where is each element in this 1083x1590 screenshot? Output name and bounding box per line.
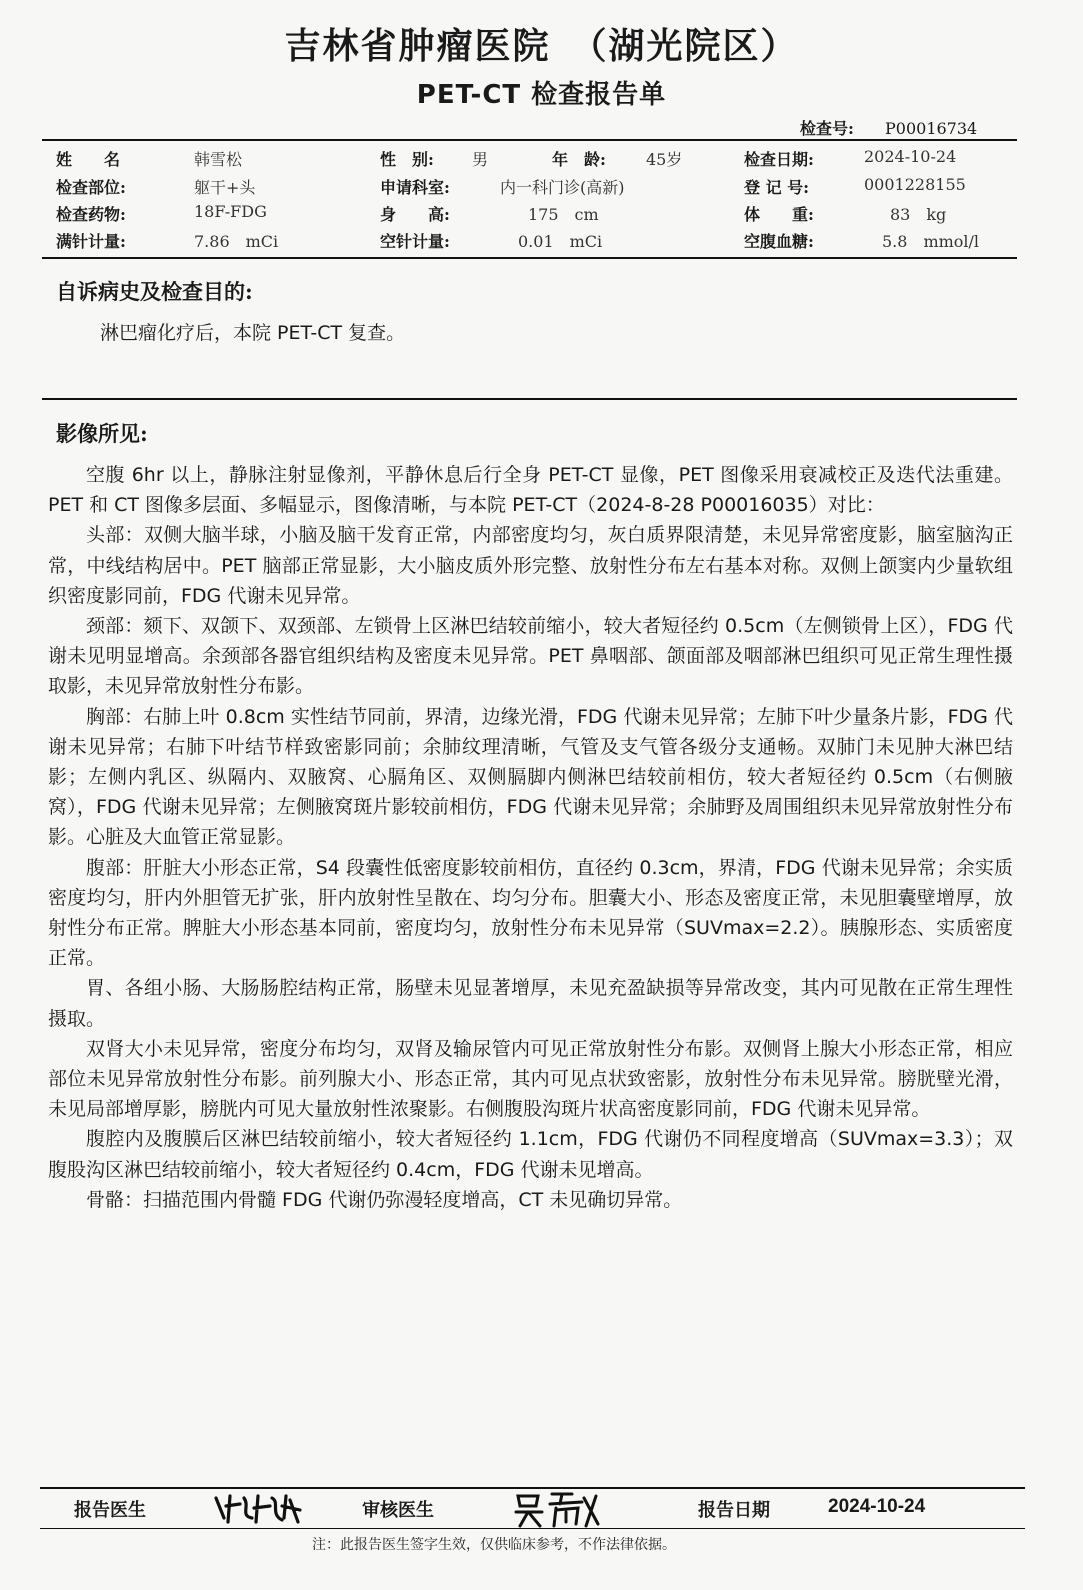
history-heading: 自诉病史及检查目的: bbox=[56, 279, 253, 304]
history-text: 淋巴瘤化疗后，本院 PET-CT 复查。 bbox=[100, 322, 406, 344]
history-divider bbox=[42, 398, 1017, 400]
exam-number bbox=[800, 116, 977, 139]
empty-dose-label: 空针计量: bbox=[380, 232, 450, 251]
review-doctor-signature bbox=[512, 1488, 604, 1530]
findings-paragraph-chest: 胸部：右肺上叶 0.8cm 实性结节同前，界清，边缘光滑，FDG 代谢未见异常；左肺下叶少量条片影，FDG 代谢未见异常；右肺下叶结节样致密影同前；余肺纹理清晰，气管及支气管各级分支通畅。双肺门未见肿大淋巴结影；左侧内乳区、纵隔内、双腋窝、心膈角区、双侧膈脚内侧淋巴结较前相仿，较大者短径约 0.5cm（右侧腋窝），FDG 代谢未见异常；左侧腋窝斑片影较前相仿，FDG 代谢未见异常；余肺野及周围组织未见异常放射性分布影。心脏及大血管正常显影。 bbox=[48, 705, 1013, 849]
report-date-label: 报告日期 bbox=[698, 1500, 770, 1521]
drug-label: 检查药物: bbox=[56, 205, 126, 224]
findings-paragraph-abdomen: 腹部：肝脏大小形态正常，S4 段囊性低密度影较前相仿，直径约 0.3cm，界清，FDG 代谢未见异常；余实质密度均匀，肝内外胆管无扩张，肝内放射性呈散在、均匀分布。胆囊大小、形态及密度正常，未见胆囊壁增厚，放射性分布正常。脾脏大小形态基本同前，密度均匀，放射性分布未见异常（SUVmax=2.2）。胰腺形态、实质密度正常。 bbox=[48, 856, 1013, 970]
findings-body bbox=[48, 460, 1013, 1215]
footer-bottom-divider bbox=[40, 1528, 1025, 1529]
age-label: 年 龄: bbox=[552, 150, 606, 169]
exam-number-value: P00016734 bbox=[885, 119, 978, 138]
exam-part-label: 检查部位: bbox=[56, 178, 126, 197]
sex-value: 男 bbox=[472, 150, 489, 169]
full-dose-label: 满针计量: bbox=[56, 232, 126, 251]
department-label: 申请科室: bbox=[380, 178, 450, 197]
drug-value: 18F-FDG bbox=[194, 202, 267, 221]
hospital-name: 吉林省肿瘤医院 （湖光院区） bbox=[284, 26, 799, 67]
empty-dose-value: 0.01 mCi bbox=[518, 232, 603, 251]
sex-label: 性 别: bbox=[380, 150, 434, 169]
header-divider bbox=[42, 139, 1017, 141]
findings-paragraph-intro: 空腹 6hr 以上，静脉注射显像剂，平静休息后行全身 PET-CT 显像，PET 图像采用衰减校正及迭代法重建。PET 和 CT 图像多层面、多幅显示，图像清晰，与本院 PET-CT（2024-8-28 P00016035）对比： bbox=[48, 464, 1013, 517]
report-doctor-signature bbox=[210, 1488, 306, 1528]
exam-number-label: 检查号: bbox=[800, 119, 854, 138]
report-date-value: 2024-10-24 bbox=[828, 1496, 926, 1517]
patient-info-row-4 bbox=[52, 229, 1012, 255]
full-dose-value: 7.86 mCi bbox=[194, 232, 279, 251]
height-value: 175 cm bbox=[528, 205, 599, 224]
exam-date-label: 检查日期: bbox=[744, 150, 814, 169]
name-value: 韩雪松 bbox=[194, 150, 243, 169]
weight-label: 体 重: bbox=[744, 205, 814, 224]
weight-value: 83 kg bbox=[890, 205, 947, 224]
age-value: 45岁 bbox=[646, 150, 683, 169]
info-divider bbox=[42, 257, 1017, 259]
review-doctor-label: 审核医生 bbox=[362, 1500, 434, 1521]
findings-paragraph-bowel: 胃、各组小肠、大肠肠腔结构正常，肠壁未见显著增厚，未见充盈缺损等异常改变，其内可见散在正常生理性摄取。 bbox=[48, 977, 1013, 1030]
registration-value: 0001228155 bbox=[864, 175, 966, 194]
findings-paragraph-bone: 骨骼：扫描范围内骨髓 FDG 代谢仍弥漫轻度增高，CT 未见确切异常。 bbox=[86, 1188, 683, 1211]
patient-info-row-1 bbox=[52, 147, 1012, 173]
findings-paragraph-lymph: 腹腔内及腹膜后区淋巴结较前缩小，较大者短径约 1.1cm，FDG 代谢仍不同程度增高（SUVmax=3.3）；双腹股沟区淋巴结较前缩小，较大者短径约 0.4cm，FDG 代谢未见增高。 bbox=[48, 1128, 1013, 1181]
findings-heading: 影像所见: bbox=[56, 421, 148, 446]
signature-row bbox=[0, 1494, 1083, 1528]
patient-info-row-3 bbox=[52, 202, 1012, 228]
registration-label: 登 记 号: bbox=[744, 178, 810, 197]
height-label: 身 高: bbox=[380, 205, 450, 224]
patient-info-row-2 bbox=[52, 175, 1012, 201]
name-label: 姓 名 bbox=[56, 150, 121, 169]
footer-note: 注：此报告医生签字生效，仅供临床参考，不作法律依据。 bbox=[312, 1537, 676, 1553]
report-doctor-label: 报告医生 bbox=[74, 1500, 146, 1521]
findings-paragraph-urinary: 双肾大小未见异常，密度分布均匀，双肾及输尿管内可见正常放射性分布影。双侧肾上腺大小形态正常，相应部位未见异常放射性分布影。前列腺大小、形态正常，其内可见点状致密影，放射性分布未见异常。膀胱壁光滑，未见局部增厚影，膀胱内可见大量放射性浓聚影。右侧腹股沟斑片状高密度影同前，FDG 代谢未见异常。 bbox=[48, 1037, 1013, 1121]
glucose-label: 空腹血糖: bbox=[744, 232, 814, 251]
glucose-value: 5.8 mmol/l bbox=[882, 232, 980, 251]
exam-date-value: 2024-10-24 bbox=[864, 147, 957, 166]
exam-part-value: 躯干+头 bbox=[194, 178, 256, 197]
report-title: PET-CT 检查报告单 bbox=[416, 80, 667, 110]
findings-paragraph-neck: 颈部：颏下、双颌下、双颈部、左锁骨上区淋巴结较前缩小，较大者短径约 0.5cm（左侧锁骨上区），FDG 代谢未见明显增高。余颈部各器官组织结构及密度未见异常。PET 鼻咽部、颌面部及咽部淋巴组织可见正常生理性摄取影，未见异常放射性分布影。 bbox=[48, 615, 1013, 698]
department-value: 内一科门诊(高新) bbox=[500, 178, 625, 197]
findings-paragraph-head: 头部：双侧大脑半球，小脑及脑干发育正常，内部密度均匀，灰白质界限清楚，未见异常密度影，脑室脑沟正常，中线结构居中。PET 脑部正常显影，大小脑皮质外形完整、放射性分布左右基本对称。双侧上颌窦内少量软组织密度影同前，FDG 代谢未见异常。 bbox=[48, 524, 1013, 607]
